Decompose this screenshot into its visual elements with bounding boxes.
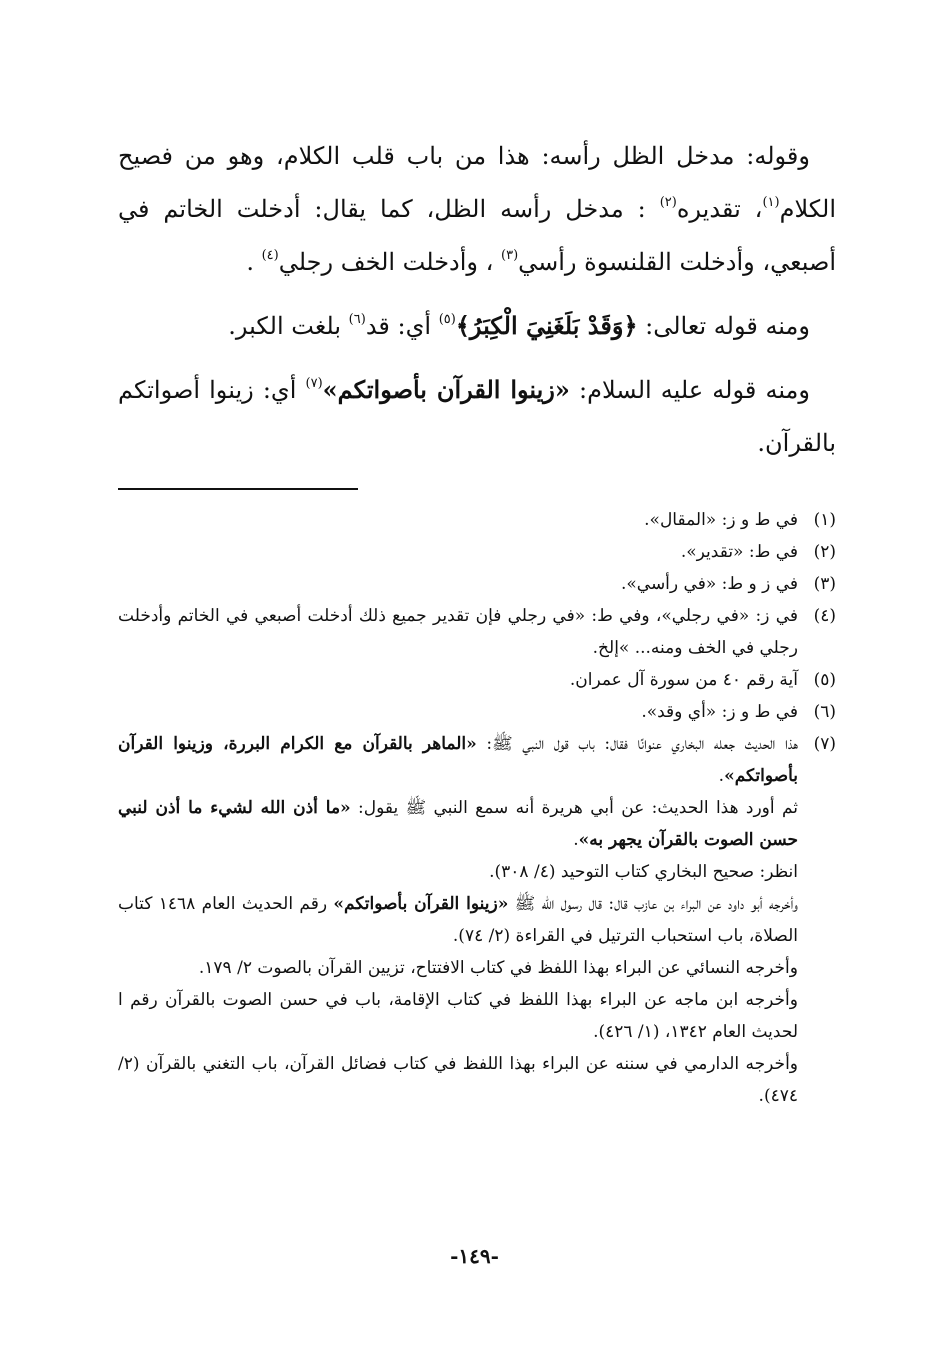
paragraph-1 bbox=[118, 130, 836, 289]
page-number: -١٤٩- bbox=[450, 1244, 499, 1268]
footnote-ref-2: (٢) bbox=[659, 195, 677, 210]
fn7-text: هذا الحديث جعله البخاري عنوانًا فقال: باب قول النبي ﷺ: bbox=[486, 734, 798, 754]
footnote-7-line: انظر: صحيح البخاري كتاب التوحيد (٤/ ٣٠٨). bbox=[489, 862, 798, 882]
footnote-text: آية رقم ٤٠ من سورة آل عمران. bbox=[569, 670, 798, 690]
footnote-ref-4: (٤) bbox=[261, 248, 279, 263]
footnote-number: (٤) bbox=[813, 606, 836, 626]
fn7-text: وأخرجه أبو داود عن البراء بن عازب قال: قال رسول الله ﷺ bbox=[514, 894, 798, 914]
footnote-item bbox=[118, 696, 836, 728]
fn7-text: رقم الحديث العام ١٤٦٨ كتاب الصلاة، باب استحباب الترتيل في القراءة (٢/ ٧٤). bbox=[118, 894, 798, 946]
quran-verse: ﴿وَقَدْ بَلَغَنِيَ الْكِبَرُ﴾ bbox=[455, 311, 638, 340]
fn7-text: ثم أورد هذا الحديث: عن أبي هريرة أنه سمع النبي ﷺ يقول: bbox=[358, 798, 799, 818]
p2-mid: أي: قد bbox=[365, 312, 432, 340]
p3-end: أي: زينوا أصواتكم بالقرآن. bbox=[118, 376, 836, 457]
footnote-item bbox=[118, 600, 836, 664]
footnote-text: في ط: «تقدير». bbox=[680, 542, 798, 562]
footnote-item bbox=[118, 536, 836, 568]
fn7-punct: . bbox=[573, 830, 579, 850]
paragraph-2 bbox=[118, 299, 836, 353]
fn7-hadith: «زينوا القرآن بأصواتكم» bbox=[333, 894, 509, 914]
footnote-ref-3: (٣) bbox=[501, 248, 519, 263]
footnote-7-line bbox=[118, 792, 798, 856]
footnote-7-line: وأخرجه النسائي عن البراء بهذا اللفظ في كتاب الافتتاح، تزيين القرآن بالصوت ٢/ ١٧٩. bbox=[198, 958, 798, 978]
footnote-7-line bbox=[118, 888, 798, 952]
footnote-text: في ز: «في رجلي»، وفي ط: «في رجلي فإن تقدير جميع ذلك أدخلت أصبعي في الخاتم وأدخلت رجلي في الخف ومنه... »إلخ. bbox=[118, 606, 798, 658]
footnote-number: (٥) bbox=[813, 670, 836, 690]
page-content bbox=[118, 130, 836, 1112]
footnote-number: (٢) bbox=[813, 542, 836, 562]
footnote-7-line: وأخرجه الدارمي في سننه عن البراء بهذا اللفظ في كتاب فضائل القرآن، باب التغني بالقرآن (٢/ ٤٧٤). bbox=[118, 1054, 798, 1106]
fn7-punct: . bbox=[718, 766, 725, 786]
footnote-text: في ط و ز: «أي وقد». bbox=[641, 702, 798, 722]
p2-lead: ومنه قوله تعالى: bbox=[645, 312, 810, 340]
footnotes bbox=[118, 504, 836, 1112]
footnote-item bbox=[118, 568, 836, 600]
footnote-item bbox=[118, 664, 836, 696]
footnote-text: في ز و ط: «في رأسي». bbox=[620, 574, 798, 594]
p3-lead: ومنه قوله عليه السلام: bbox=[579, 376, 811, 404]
p1-text2: : مدخل رأسه الظل، كما يقال: أدخلت الخاتم في أصبعي، وأدخلت القلنسوة رأسي bbox=[118, 195, 836, 276]
p1-text3: ، وأدخلت الخف رجلي bbox=[278, 248, 494, 276]
footnote-text: في ط و ز: «المقال». bbox=[644, 510, 798, 530]
footnote-7-line bbox=[118, 728, 798, 792]
footnote-separator bbox=[118, 488, 358, 490]
footnote-number: (٣) bbox=[813, 574, 836, 594]
footnote-number: (١) bbox=[813, 510, 836, 530]
p1-text: وقوله: مدخل الظل رأسه: هذا من باب قلب الكلام، وهو من فصيح الكلام bbox=[118, 142, 836, 223]
fn7-hadith: «ما أذن الله لشيء ما أذن لنبي حسن الصوت بالقرآن يجهر به» bbox=[118, 798, 798, 850]
footnote-number: (٦) bbox=[813, 702, 836, 722]
footnote-ref-5: (٥) bbox=[438, 312, 456, 327]
footnote-item-7 bbox=[118, 728, 836, 1112]
fn7-hadith: «الماهر بالقرآن مع الكرام البررة، وزينوا القرآن بأصواتكم» bbox=[118, 734, 798, 786]
footnote-number: (٧) bbox=[813, 734, 836, 754]
footnote-item bbox=[118, 504, 836, 536]
footnote-7-body bbox=[118, 728, 798, 1112]
paragraph-3 bbox=[118, 363, 836, 470]
hadith-quote: «زينوا القرآن بأصواتكم» bbox=[322, 375, 570, 404]
footnote-ref-1: (١) bbox=[762, 195, 780, 210]
footnote-7-line: وأخرجه ابن ماجه عن البراء بهذا اللفظ في كتاب الإقامة، باب في حسن الصوت بالقرآن رقم ا لحديث العام ١٣٤٢، (١/ ٤٢٦). bbox=[118, 990, 798, 1042]
p1-mid: ، تقديره bbox=[676, 195, 763, 223]
footnote-ref-7: (٧) bbox=[305, 376, 323, 391]
footnote-ref-6: (٦) bbox=[348, 312, 366, 327]
p1-end: . bbox=[246, 248, 254, 276]
main-text bbox=[118, 130, 836, 470]
p2-end: بلغت الكبر. bbox=[228, 312, 342, 340]
